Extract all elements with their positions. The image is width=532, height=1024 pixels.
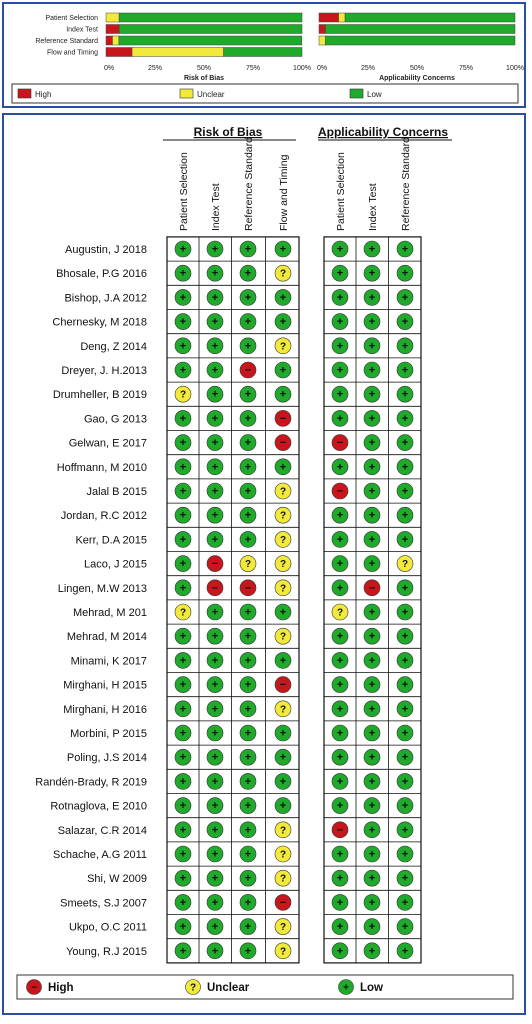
study-label: Rotnaglova, E 2010 xyxy=(50,800,147,813)
applic-judgement-dot-symbol: + xyxy=(368,606,376,619)
risk-judgement-dot-symbol: + xyxy=(279,461,287,474)
applic-judgement-dot-symbol: + xyxy=(368,291,376,304)
risk-judgement-dot-symbol: ? xyxy=(279,583,287,595)
applic-judgement-dot-symbol: + xyxy=(401,751,409,764)
risk-judgement-dot-symbol: + xyxy=(211,654,219,667)
applic-judgement-dot-symbol: + xyxy=(336,703,344,716)
risk-judgement-dot-symbol: + xyxy=(244,848,252,861)
applic-judgement-dot-symbol: + xyxy=(336,243,344,256)
applic-judgement-dot-symbol: + xyxy=(336,848,344,861)
risk-judgement-dot-symbol: − xyxy=(244,582,252,595)
applic-judgement-dot-symbol: + xyxy=(401,461,409,474)
summary-domain-label: Index Test xyxy=(66,26,98,34)
detail-risk-title: Risk of Bias xyxy=(193,125,263,139)
applic-judgement-dot-symbol: + xyxy=(401,340,409,353)
applic-column-header: Patient Selection xyxy=(335,152,347,231)
applic-judgement-dot-symbol: + xyxy=(336,921,344,934)
risk-judgement-dot-symbol: + xyxy=(179,751,187,764)
risk-judgement-dot-symbol: + xyxy=(179,654,187,667)
risk-judgement-dot-symbol: + xyxy=(211,921,219,934)
applic-judgement-dot-symbol: + xyxy=(368,945,376,958)
applic-judgement-dot-symbol: + xyxy=(336,291,344,304)
risk-judgement-dot-symbol: ? xyxy=(279,631,287,643)
study-label: Drumheller, B 2019 xyxy=(52,389,147,402)
risk-judgement-dot-symbol: + xyxy=(179,291,187,304)
applic-judgement-dot-symbol: + xyxy=(336,533,344,546)
applic-judgement-dot-symbol: + xyxy=(401,896,409,909)
applic-judgement-dot-symbol: + xyxy=(368,267,376,280)
risk-judgement-dot-symbol: + xyxy=(244,800,252,813)
risk-column-header: Flow and Timing xyxy=(278,154,290,231)
summary-risk-tick-label: 100% xyxy=(293,65,311,72)
applic-judgement-dot-symbol: + xyxy=(368,509,376,522)
risk-judgement-dot-symbol: + xyxy=(244,316,252,329)
risk-judgement-dot-symbol: + xyxy=(211,896,219,909)
risk-judgement-dot-symbol: ? xyxy=(279,268,287,280)
study-label: Salazar, C.R 2014 xyxy=(57,824,147,837)
summary-applic-bar-low xyxy=(345,13,515,22)
risk-judgement-dot-symbol: ? xyxy=(279,486,287,498)
risk-judgement-dot-symbol: + xyxy=(244,630,252,643)
applic-judgement-dot-symbol: + xyxy=(401,364,409,377)
applic-judgement-dot-symbol: + xyxy=(368,316,376,329)
applic-judgement-dot-symbol: + xyxy=(336,630,344,643)
applic-judgement-dot-symbol: + xyxy=(401,872,409,885)
applic-judgement-dot-symbol: + xyxy=(336,461,344,474)
applic-judgement-dot-symbol: + xyxy=(401,921,409,934)
applic-judgement-dot-symbol: + xyxy=(368,727,376,740)
risk-judgement-dot-symbol: + xyxy=(279,606,287,619)
study-label: Gelwan, E 2017 xyxy=(68,437,147,450)
applic-judgement-dot-symbol: + xyxy=(401,606,409,619)
applic-judgement-dot-symbol: + xyxy=(401,848,409,861)
applic-judgement-dot-symbol: + xyxy=(401,533,409,546)
risk-judgement-dot-symbol: + xyxy=(244,291,252,304)
risk-judgement-dot-symbol: + xyxy=(179,921,187,934)
risk-judgement-dot-symbol: + xyxy=(279,800,287,813)
risk-judgement-dot-symbol: + xyxy=(211,316,219,329)
applic-judgement-dot-symbol: + xyxy=(368,340,376,353)
study-label: Randén-Brady, R 2019 xyxy=(35,776,147,789)
applic-judgement-dot-symbol: + xyxy=(401,316,409,329)
risk-judgement-dot-symbol: ? xyxy=(279,849,287,861)
applic-judgement-dot-symbol: + xyxy=(336,751,344,764)
study-label: Kerr, D.A 2015 xyxy=(75,534,147,547)
applic-judgement-dot-symbol: + xyxy=(368,461,376,474)
summary-legend-label-low: Low xyxy=(367,90,382,99)
legend-dot-unclear-symbol: ? xyxy=(189,982,197,994)
applic-judgement-dot-symbol: + xyxy=(368,751,376,764)
study-label: Morbini, P 2015 xyxy=(70,728,147,740)
risk-judgement-dot-symbol: + xyxy=(244,775,252,788)
applic-judgement-dot-symbol: + xyxy=(336,267,344,280)
applic-judgement-dot-symbol: + xyxy=(401,703,409,716)
study-label: Jalal B 2015 xyxy=(86,486,147,498)
applic-judgement-dot-symbol: − xyxy=(336,437,344,450)
summary-applic-tick-label: 25% xyxy=(360,65,376,72)
risk-judgement-dot-symbol: − xyxy=(279,896,287,909)
applic-judgement-dot-symbol: + xyxy=(401,630,409,643)
applic-judgement-dot-symbol: + xyxy=(401,388,409,401)
risk-judgement-dot-symbol: + xyxy=(279,654,287,667)
applic-judgement-dot-symbol: ? xyxy=(336,607,344,619)
risk-judgement-dot-symbol: + xyxy=(244,267,252,280)
risk-judgement-dot-symbol: ? xyxy=(279,825,287,837)
applic-judgement-dot-symbol: + xyxy=(368,485,376,498)
applic-judgement-dot-symbol: + xyxy=(336,654,344,667)
study-label: Chernesky, M 2018 xyxy=(52,316,147,329)
risk-judgement-dot-symbol: + xyxy=(179,945,187,958)
applic-judgement-dot-symbol: + xyxy=(401,437,409,450)
risk-judgement-dot-symbol: + xyxy=(279,316,287,329)
applic-column-header: Reference Standard xyxy=(400,137,412,231)
applic-judgement-dot-symbol: + xyxy=(401,824,409,837)
risk-judgement-dot-symbol: + xyxy=(279,775,287,788)
applic-judgement-dot-symbol: + xyxy=(401,800,409,813)
applic-judgement-dot-symbol: − xyxy=(368,582,376,595)
risk-judgement-dot-symbol: + xyxy=(179,800,187,813)
study-label: Mehrad, M 201 xyxy=(73,607,147,619)
summary-legend-box xyxy=(12,84,518,103)
detail-legend-box xyxy=(17,975,513,999)
study-label: Dreyer, J. H.2013 xyxy=(61,365,147,377)
risk-column-header: Reference Standard xyxy=(243,137,255,231)
applic-judgement-dot-symbol: + xyxy=(336,800,344,813)
risk-judgement-dot-symbol: + xyxy=(244,533,252,546)
applic-judgement-dot-symbol: + xyxy=(368,437,376,450)
risk-judgement-dot-symbol: + xyxy=(279,364,287,377)
applic-judgement-dot-symbol: + xyxy=(401,267,409,280)
risk-judgement-dot-symbol: + xyxy=(211,340,219,353)
applic-column-header: Index Test xyxy=(367,183,379,231)
risk-judgement-dot-symbol: + xyxy=(179,461,187,474)
risk-judgement-dot-symbol: + xyxy=(244,509,252,522)
risk-judgement-dot-symbol: + xyxy=(244,872,252,885)
risk-judgement-dot-symbol: + xyxy=(211,775,219,788)
risk-judgement-dot-symbol: + xyxy=(244,896,252,909)
detail-applic-title: Applicability Concerns xyxy=(317,125,449,139)
legend-label-unclear: Unclear xyxy=(207,982,250,994)
risk-judgement-dot-symbol: + xyxy=(211,824,219,837)
risk-judgement-dot-symbol: + xyxy=(244,437,252,450)
risk-judgement-dot-symbol: − xyxy=(279,412,287,425)
risk-judgement-dot-symbol: + xyxy=(244,485,252,498)
study-label: Poling, J.S 2014 xyxy=(66,752,147,765)
study-label: Augustin, J 2018 xyxy=(65,244,147,256)
applic-judgement-dot-symbol: + xyxy=(368,824,376,837)
risk-judgement-dot-symbol: + xyxy=(211,364,219,377)
risk-judgement-dot-symbol: ? xyxy=(279,534,287,546)
risk-judgement-dot-symbol: + xyxy=(179,872,187,885)
summary-applic-bar-low xyxy=(325,25,515,34)
risk-judgement-dot-symbol: + xyxy=(179,582,187,595)
summary-risk-tick-label: 0% xyxy=(103,65,115,72)
risk-judgement-dot-symbol: + xyxy=(279,727,287,740)
summary-risk-bar-unclear xyxy=(106,13,119,22)
risk-judgement-dot-symbol: + xyxy=(179,485,187,498)
study-label: Smeets, S.J 2007 xyxy=(60,897,147,910)
study-label: Young, R.J 2015 xyxy=(66,945,147,958)
risk-judgement-dot-symbol: + xyxy=(211,727,219,740)
summary-legend-swatch-low xyxy=(350,89,363,98)
applic-judgement-dot-symbol: + xyxy=(401,582,409,595)
study-label: Bhosale, P.G 2016 xyxy=(56,268,147,281)
applic-judgement-dot-symbol: + xyxy=(368,630,376,643)
applic-judgement-dot-symbol: + xyxy=(336,316,344,329)
applic-judgement-dot-symbol: + xyxy=(336,727,344,740)
summary-risk-bar-low xyxy=(224,48,302,57)
risk-judgement-dot-symbol: + xyxy=(279,388,287,401)
risk-judgement-dot-symbol: ? xyxy=(279,704,287,716)
risk-judgement-dot-symbol: + xyxy=(211,412,219,425)
risk-judgement-dot-symbol: + xyxy=(179,533,187,546)
summary-applic-tick-label: 100% xyxy=(506,65,524,72)
risk-judgement-dot-symbol: + xyxy=(244,340,252,353)
risk-judgement-dot-symbol: + xyxy=(211,509,219,522)
summary-applic-bar-low xyxy=(325,36,515,45)
risk-judgement-dot-symbol: + xyxy=(179,267,187,280)
applic-judgement-dot-symbol: + xyxy=(401,679,409,692)
risk-judgement-dot-symbol: + xyxy=(211,630,219,643)
risk-judgement-dot-symbol: ? xyxy=(279,559,287,571)
risk-judgement-dot-symbol: + xyxy=(211,872,219,885)
risk-judgement-dot-symbol: + xyxy=(244,727,252,740)
risk-judgement-dot-symbol: ? xyxy=(179,389,187,401)
risk-judgement-dot-symbol: + xyxy=(244,751,252,764)
applic-judgement-dot-symbol: + xyxy=(401,727,409,740)
risk-judgement-dot-symbol: + xyxy=(244,606,252,619)
risk-judgement-dot-symbol: ? xyxy=(244,559,252,571)
risk-judgement-dot-symbol: + xyxy=(279,291,287,304)
summary-applic-tick-label: 50% xyxy=(409,65,425,72)
risk-judgement-dot-symbol: + xyxy=(211,703,219,716)
summary-applic-axis-title: Applicability Concerns xyxy=(379,75,455,82)
applic-judgement-dot-symbol: + xyxy=(368,412,376,425)
risk-judgement-dot-symbol: + xyxy=(211,800,219,813)
risk-judgement-dot-symbol: + xyxy=(179,848,187,861)
applic-judgement-dot-symbol: + xyxy=(336,340,344,353)
legend-label-low: Low xyxy=(360,982,383,994)
summary-risk-tick-label: 50% xyxy=(196,65,212,72)
applic-judgement-dot-symbol: + xyxy=(368,896,376,909)
applic-judgement-dot-symbol: + xyxy=(368,848,376,861)
summary-risk-bar-unclear xyxy=(132,48,224,57)
risk-judgement-dot-symbol: + xyxy=(179,558,187,571)
applic-judgement-dot-symbol: + xyxy=(401,775,409,788)
summary-risk-bar-high xyxy=(106,48,132,57)
legend-label-high: High xyxy=(48,982,74,994)
summary-applic-tick-label: 0% xyxy=(316,65,328,72)
study-label: Mirghani, H 2016 xyxy=(63,703,147,716)
applic-judgement-dot-symbol: + xyxy=(336,509,344,522)
summary-domain-label: Flow and Timing xyxy=(47,49,98,57)
risk-judgement-dot-symbol: + xyxy=(179,437,187,450)
summary-risk-axis-title: Risk of Bias xyxy=(183,75,225,82)
risk-judgement-dot-symbol: + xyxy=(211,485,219,498)
risk-judgement-dot-symbol: ? xyxy=(279,873,287,885)
risk-judgement-dot-symbol: + xyxy=(179,896,187,909)
risk-judgement-dot-symbol: + xyxy=(179,364,187,377)
summary-risk-bar-high xyxy=(106,25,119,34)
summary-risk-bar-unclear xyxy=(112,36,118,45)
applic-judgement-dot-symbol: + xyxy=(368,679,376,692)
applic-judgement-dot-symbol: + xyxy=(336,896,344,909)
risk-judgement-dot-symbol: + xyxy=(179,775,187,788)
risk-judgement-dot-symbol: + xyxy=(244,461,252,474)
applic-judgement-dot-symbol: + xyxy=(336,872,344,885)
summary-risk-tick-label: 75% xyxy=(245,65,261,72)
study-label: Mirghani, H 2015 xyxy=(63,679,147,692)
risk-judgement-dot-symbol: − xyxy=(244,364,252,377)
applic-judgement-dot-symbol: + xyxy=(336,412,344,425)
risk-judgement-dot-symbol: − xyxy=(279,437,287,450)
risk-judgement-dot-symbol: + xyxy=(179,509,187,522)
risk-judgement-dot-symbol: + xyxy=(179,703,187,716)
study-label: Mehrad, M 2014 xyxy=(66,631,147,644)
summary-risk-bar-low xyxy=(119,36,302,45)
risk-judgement-dot-symbol: + xyxy=(211,437,219,450)
risk-judgement-dot-symbol: + xyxy=(244,412,252,425)
risk-judgement-dot-symbol: ? xyxy=(279,341,287,353)
risk-judgement-dot-symbol: + xyxy=(211,243,219,256)
applic-judgement-dot-symbol: + xyxy=(368,558,376,571)
applic-judgement-dot-symbol: + xyxy=(368,533,376,546)
risk-judgement-dot-symbol: + xyxy=(244,945,252,958)
applic-judgement-dot-symbol: + xyxy=(368,703,376,716)
summary-legend-label-unclear: Unclear xyxy=(197,90,225,99)
risk-judgement-dot-symbol: ? xyxy=(179,607,187,619)
risk-judgement-dot-symbol: + xyxy=(179,316,187,329)
summary-risk-bar-high xyxy=(106,36,112,45)
summary-legend-swatch-high xyxy=(18,89,31,98)
risk-judgement-dot-symbol: − xyxy=(211,558,219,571)
risk-judgement-dot-symbol: + xyxy=(244,679,252,692)
risk-judgement-dot-symbol: + xyxy=(179,727,187,740)
study-label: Laco, J 2015 xyxy=(84,558,147,571)
applic-judgement-dot-symbol: + xyxy=(336,558,344,571)
applic-judgement-dot-symbol: + xyxy=(368,243,376,256)
risk-judgement-dot-symbol: + xyxy=(179,412,187,425)
applic-judgement-dot-symbol: + xyxy=(401,654,409,667)
applic-judgement-dot-symbol: + xyxy=(368,775,376,788)
risk-judgement-dot-symbol: + xyxy=(211,533,219,546)
risk-judgement-dot-symbol: ? xyxy=(279,946,287,958)
applic-judgement-dot-symbol: + xyxy=(336,679,344,692)
risk-judgement-dot-symbol: + xyxy=(179,679,187,692)
summary-applic-tick-label: 75% xyxy=(458,65,474,72)
study-label: Gao, G 2013 xyxy=(84,413,147,426)
applic-judgement-dot-symbol: + xyxy=(368,654,376,667)
study-label: Minami, K 2017 xyxy=(70,655,147,668)
summary-applic-bar-high xyxy=(319,25,325,34)
risk-column-header: Patient Selection xyxy=(178,152,190,231)
risk-judgement-dot-symbol: + xyxy=(244,824,252,837)
risk-judgement-dot-symbol: + xyxy=(211,679,219,692)
summary-applic-bar-unclear xyxy=(339,13,345,22)
study-label: Jordan, R.C 2012 xyxy=(60,510,147,523)
risk-column-header: Index Test xyxy=(210,183,222,231)
risk-judgement-dot-symbol: + xyxy=(244,703,252,716)
applic-judgement-dot-symbol: + xyxy=(336,582,344,595)
applic-judgement-dot-symbol: + xyxy=(368,921,376,934)
applic-judgement-dot-symbol: + xyxy=(401,243,409,256)
summary-legend-label-high: High xyxy=(35,90,52,99)
summary-domain-label: Patient Selection xyxy=(45,15,98,22)
risk-judgement-dot-symbol: + xyxy=(211,267,219,280)
applic-judgement-dot-symbol: ? xyxy=(401,559,409,571)
summary-risk-bar-low xyxy=(119,13,302,22)
summary-applic-bar-unclear xyxy=(319,36,325,45)
summary-risk-bar-low xyxy=(119,25,302,34)
study-label: Deng, Z 2014 xyxy=(80,340,147,353)
risk-judgement-dot-symbol: + xyxy=(244,388,252,401)
risk-judgement-dot-symbol: + xyxy=(211,388,219,401)
applic-judgement-dot-symbol: + xyxy=(336,388,344,401)
risk-judgement-dot-symbol: + xyxy=(211,461,219,474)
risk-judgement-dot-symbol: + xyxy=(244,654,252,667)
legend-dot-low-symbol: + xyxy=(343,982,349,994)
applic-judgement-dot-symbol: + xyxy=(401,412,409,425)
applic-judgement-dot-symbol: + xyxy=(368,388,376,401)
applic-judgement-dot-symbol: + xyxy=(401,509,409,522)
risk-judgement-dot-symbol: + xyxy=(279,751,287,764)
risk-judgement-dot-symbol: + xyxy=(211,606,219,619)
applic-judgement-dot-symbol: + xyxy=(368,800,376,813)
applic-judgement-dot-symbol: − xyxy=(336,485,344,498)
applic-judgement-dot-symbol: + xyxy=(401,291,409,304)
applic-judgement-dot-symbol: + xyxy=(336,364,344,377)
legend-dot-high-symbol: − xyxy=(31,982,37,994)
applic-judgement-dot-symbol: + xyxy=(336,945,344,958)
risk-judgement-dot-symbol: + xyxy=(211,848,219,861)
applic-judgement-dot-symbol: + xyxy=(368,364,376,377)
study-label: Schache, A.G 2011 xyxy=(53,849,147,861)
risk-judgement-dot-symbol: ? xyxy=(279,510,287,522)
risk-judgement-dot-symbol: − xyxy=(211,582,219,595)
summary-domain-label: Reference Standard xyxy=(35,38,98,45)
study-label: Hoffmann, M 2010 xyxy=(56,461,147,474)
risk-judgement-dot-symbol: ? xyxy=(279,922,287,934)
risk-judgement-dot-symbol: + xyxy=(179,340,187,353)
study-label: Lingen, M.W 2013 xyxy=(57,582,147,595)
risk-judgement-dot-symbol: + xyxy=(279,243,287,256)
risk-judgement-dot-symbol: + xyxy=(179,824,187,837)
study-label: Bishop, J.A 2012 xyxy=(64,292,147,305)
risk-judgement-dot-symbol: + xyxy=(244,243,252,256)
risk-judgement-dot-symbol: + xyxy=(211,751,219,764)
applic-judgement-dot-symbol: + xyxy=(336,775,344,788)
summary-risk-tick-label: 25% xyxy=(147,65,163,72)
risk-judgement-dot-symbol: + xyxy=(179,243,187,256)
risk-judgement-dot-symbol: + xyxy=(211,291,219,304)
applic-judgement-dot-symbol: + xyxy=(401,485,409,498)
study-label: Shi, W 2009 xyxy=(87,873,147,886)
study-label: Ukpo, O.C 2011 xyxy=(68,921,147,934)
summary-legend-swatch-unclear xyxy=(180,89,193,98)
risk-judgement-dot-symbol: + xyxy=(179,630,187,643)
applic-judgement-dot-symbol: − xyxy=(336,824,344,837)
risk-judgement-dot-symbol: − xyxy=(279,679,287,692)
applic-judgement-dot-symbol: + xyxy=(368,872,376,885)
risk-judgement-dot-symbol: + xyxy=(244,921,252,934)
risk-judgement-dot-symbol: + xyxy=(211,945,219,958)
summary-applic-bar-high xyxy=(319,13,339,22)
applic-judgement-dot-symbol: + xyxy=(401,945,409,958)
